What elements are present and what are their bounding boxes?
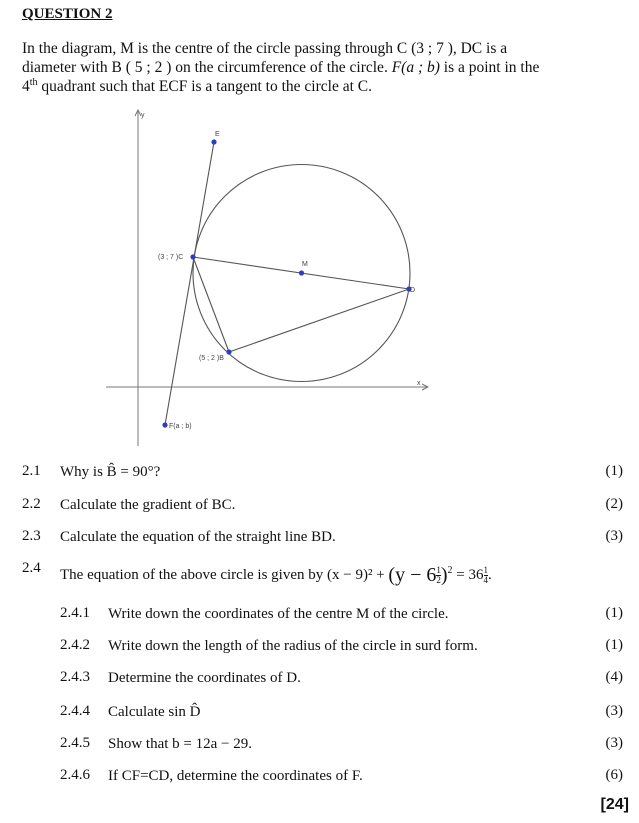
question-intro (22, 39, 612, 96)
subquestion-marks: (3) (605, 703, 623, 719)
half-denominator: 2 (436, 575, 441, 586)
question-text: Calculate the equation of the straight line BD. (60, 529, 336, 545)
question-number: 2.3 (22, 528, 41, 544)
equation-equals: = 36 (452, 567, 484, 583)
quarter-numerator: 1 (483, 565, 488, 576)
subquestion-marks: (1) (605, 637, 623, 653)
half-numerator: 1 (436, 565, 441, 576)
label-e: E (215, 131, 220, 138)
subquestion-text: Show that b = 12a − 29. (108, 736, 252, 752)
equation-part-1: The equation of the above circle is given by (x − 9)² + (60, 567, 389, 583)
subquestion-text: Write down the coordinates of the centre M of the circle. (108, 606, 449, 622)
equation-close-paren: ) (440, 564, 448, 586)
point-f (162, 422, 167, 427)
subquestion-text: Determine the coordinates of D. (108, 670, 301, 686)
label-f: F(a ; b) (169, 423, 192, 430)
tangent-line-ecf (165, 142, 214, 425)
question-marks: (2) (605, 496, 623, 512)
subquestion-marks: (3) (605, 735, 623, 751)
subquestion-number: 2.4.3 (60, 669, 90, 685)
equation-end: . (488, 567, 492, 583)
subquestion-marks: (6) (605, 767, 623, 783)
subquestion-text: Write down the length of the radius of the circle in surd form. (108, 638, 478, 654)
x-axis-label: x (417, 380, 421, 387)
intro-line-3-pre: 4 (22, 78, 30, 95)
intro-line-3-sup: th (29, 76, 38, 88)
total-marks: [24] (600, 796, 629, 813)
intro-line-3-post: quadrant such that ECF is a tangent to the circle at C. (37, 78, 372, 95)
question-number: 2.1 (22, 463, 41, 479)
question-text: Why is B̂ = 90°? (60, 464, 161, 480)
point-c (190, 254, 195, 259)
subquestion-text: If CF=CD, determine the coordinates of F. (108, 768, 363, 784)
subquestion-number: 2.4.4 (60, 703, 90, 719)
equation-exponent: 2 (447, 565, 453, 576)
question-heading: QUESTION 2 (22, 6, 113, 22)
subquestion-number: 2.4.1 (60, 605, 90, 621)
y-axis-label: y (141, 112, 145, 119)
intro-line-2b: is a point in the (439, 59, 540, 76)
point-b (226, 349, 231, 354)
intro-line-2a: diameter with B ( 5 ; 2 ) on the circumference of the circle. (22, 59, 392, 76)
subquestion-number: 2.4.2 (60, 637, 90, 653)
subquestion-marks: (1) (605, 605, 623, 621)
question-number: 2.2 (22, 496, 41, 512)
point-e (211, 139, 216, 144)
chord-bd (229, 289, 409, 352)
subquestion-text: Calculate sin D̂ (108, 704, 201, 720)
question-marks: (1) (605, 463, 623, 479)
intro-line-3 (22, 77, 612, 96)
question-number: 2.4 (22, 560, 41, 576)
equation-part-2: (y − 6 (388, 564, 437, 586)
circle-diagram (100, 108, 430, 453)
point-f-label: F(a ; b) (391, 59, 440, 76)
quarter-denominator: 4 (483, 575, 488, 586)
question-marks: (3) (605, 528, 623, 544)
circle-equation-text (60, 562, 492, 585)
label-d: D (410, 287, 416, 294)
label-b: (5 ; 2 )B (199, 355, 224, 362)
subquestion-marks: (4) (605, 669, 623, 685)
label-m: M (302, 261, 308, 268)
point-m (299, 270, 304, 275)
intro-line-1: In the diagram, M is the centre of the circle passing through C (3 ; 7 ), DC is a (22, 40, 508, 57)
label-c: (3 ; 7 )C (158, 254, 184, 261)
subquestion-number: 2.4.5 (60, 735, 90, 751)
question-text: Calculate the gradient of BC. (60, 497, 236, 513)
intro-line-2 (22, 58, 612, 77)
chord-cb (193, 257, 229, 352)
subquestion-number: 2.4.6 (60, 767, 90, 783)
